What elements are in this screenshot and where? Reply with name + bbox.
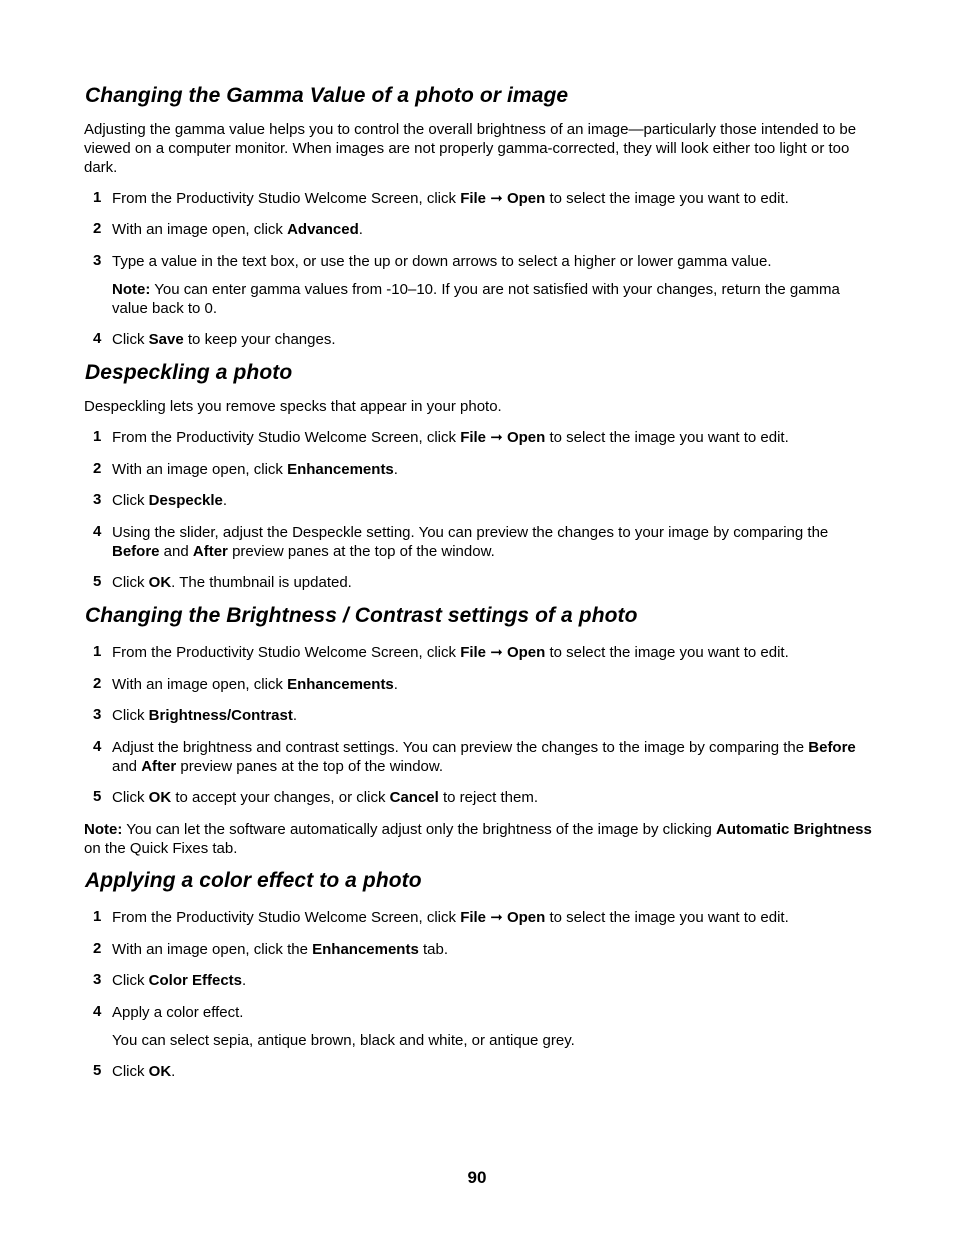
step-subnote [112, 1031, 874, 1050]
bold-text: Open [506, 644, 546, 661]
text-run: Click [112, 972, 149, 989]
text-run: to select the image you want to edit. [545, 190, 789, 207]
text-run: Despeckling lets you remove specks that appear in your photo. [84, 398, 502, 415]
text-run: to select the image you want to edit. [545, 909, 789, 926]
text-run: . [358, 221, 363, 238]
intro-paragraph [84, 397, 874, 416]
bold-text: Open [506, 909, 546, 926]
text-run: and [159, 543, 193, 560]
section-heading: Changing the Brightness / Contrast settings of a photo [85, 604, 638, 627]
text-run: Using the slider, adjust the Despeckle setting. You can preview the changes to your image by comparing the [112, 524, 829, 541]
bold-text: File [460, 644, 487, 661]
step-number: 4 [93, 738, 102, 755]
step-number: 2 [93, 220, 102, 237]
text-run: . [292, 707, 298, 724]
page-number: 90 [467, 1168, 487, 1187]
text-run: . [222, 492, 228, 509]
text-run: to reject them. [438, 789, 539, 806]
step-text [112, 706, 874, 725]
step-number: 1 [93, 643, 102, 660]
bold-text: OK [148, 789, 172, 806]
step-text [112, 1062, 874, 1081]
text-run: to select the image you want to edit. [545, 644, 789, 661]
bold-text: Enhancements [287, 461, 394, 478]
step-number: 2 [93, 940, 102, 957]
step-text [112, 491, 874, 510]
step-number: 1 [93, 428, 102, 445]
step-number: 3 [93, 491, 102, 508]
text-run: You can enter gamma values from -10–10. If you are not satisfied with your changes, return the gamma value back to 0. [112, 281, 840, 317]
step-number: 1 [93, 908, 102, 925]
text-run: You can let the software automatically adjust only the brightness of the image by clicking [122, 821, 716, 838]
text-run: Type a value in the text box, or use the up or down arrows to select a higher or lower gamma value. [112, 253, 772, 270]
bold-text: ➞ [486, 909, 507, 926]
step-subnote [112, 280, 874, 318]
bold-text: After [192, 543, 228, 560]
bold-text: Open [506, 190, 546, 207]
step-text [112, 220, 874, 239]
step-number: 4 [93, 330, 102, 347]
bold-text: Despeckle [148, 492, 223, 509]
text-run: Adjusting the gamma value helps you to control the overall brightness of an image—particularly those intended to be viewed on a computer monitor. When images are not properly gamma-corrected, they will look either too light or too dark. [84, 121, 857, 176]
step-number: 1 [93, 189, 102, 206]
bold-text: Save [148, 331, 184, 348]
step-text [112, 675, 874, 694]
bold-text: File [460, 190, 487, 207]
step-text [112, 940, 874, 959]
step-number: 2 [93, 675, 102, 692]
text-run: preview panes at the top of the window. [227, 543, 495, 560]
text-run: . The thumbnail is updated. [171, 574, 352, 591]
text-run: Click [112, 574, 149, 591]
bold-text: Note: [84, 821, 123, 838]
bold-text: Brightness/Contrast [148, 707, 293, 724]
text-run: From the Productivity Studio Welcome Screen, click [112, 909, 461, 926]
text-run: to accept your changes, or click [171, 789, 390, 806]
text-run: Click [112, 1063, 149, 1080]
step-number: 5 [93, 788, 102, 805]
step-text [112, 908, 874, 927]
text-run: From the Productivity Studio Welcome Screen, click [112, 190, 461, 207]
text-run: Click [112, 707, 149, 724]
text-run: Click [112, 331, 149, 348]
text-run: From the Productivity Studio Welcome Screen, click [112, 429, 461, 446]
intro-paragraph [84, 120, 874, 177]
section-heading: Applying a color effect to a photo [85, 869, 422, 892]
step-number: 5 [93, 1062, 102, 1079]
bold-text: Before [112, 543, 160, 560]
bold-text: Note: [112, 281, 151, 298]
step-number: 3 [93, 252, 102, 269]
bold-text: Enhancements [312, 941, 419, 958]
text-run: You can select sepia, antique brown, black and white, or antique grey. [112, 1032, 575, 1049]
step-text [112, 788, 874, 807]
text-run: From the Productivity Studio Welcome Screen, click [112, 644, 461, 661]
bold-text: ➞ [486, 190, 507, 207]
step-number: 3 [93, 706, 102, 723]
text-run: to keep your changes. [183, 331, 336, 348]
step-text [112, 460, 874, 479]
step-text [112, 971, 874, 990]
text-run: Adjust the brightness and contrast settings. You can preview the changes to the image by comparing the [112, 739, 809, 756]
step-number: 2 [93, 460, 102, 477]
bold-text: File [460, 909, 487, 926]
text-run: Click [112, 789, 149, 806]
bold-text: Automatic Brightness [716, 821, 872, 838]
step-text [112, 252, 874, 271]
step-number: 4 [93, 1003, 102, 1020]
step-number: 5 [93, 573, 102, 590]
bold-text: Enhancements [287, 676, 394, 693]
section-heading: Despeckling a photo [85, 361, 293, 384]
step-text [112, 643, 874, 662]
bold-text: Color Effects [148, 972, 243, 989]
text-run: tab. [418, 941, 448, 958]
text-run: . [242, 972, 247, 989]
text-run: With an image open, click [112, 676, 288, 693]
text-run: Apply a color effect. [112, 1004, 244, 1021]
bold-text: OK [148, 574, 172, 591]
bold-text: Cancel [389, 789, 439, 806]
section-heading: Changing the Gamma Value of a photo or image [85, 84, 569, 107]
text-run: on the Quick Fixes tab. [84, 840, 238, 857]
bold-text: Advanced [287, 221, 359, 238]
step-text [112, 330, 874, 349]
step-number: 3 [93, 971, 102, 988]
step-text [112, 523, 874, 561]
step-text [112, 189, 874, 208]
bold-text: ➞ [486, 644, 507, 661]
bold-text: File [460, 429, 487, 446]
step-number: 4 [93, 523, 102, 540]
bold-text: After [141, 758, 177, 775]
text-run: to select the image you want to edit. [545, 429, 789, 446]
bold-text: OK [148, 1063, 172, 1080]
step-text [112, 1003, 874, 1022]
text-run: Click [112, 492, 149, 509]
section-note [84, 820, 874, 858]
step-text [112, 428, 874, 447]
text-run: and [112, 758, 142, 775]
bold-text: ➞ [486, 429, 507, 446]
text-run: With an image open, click [112, 221, 288, 238]
text-run: With an image open, click the [112, 941, 313, 958]
text-run: . [171, 1063, 176, 1080]
bold-text: Before [808, 739, 856, 756]
bold-text: Open [506, 429, 546, 446]
step-text [112, 738, 874, 776]
text-run: With an image open, click [112, 461, 288, 478]
text-run: preview panes at the top of the window. [176, 758, 444, 775]
text-run: . [393, 676, 398, 693]
step-text [112, 573, 874, 592]
text-run: . [393, 461, 398, 478]
